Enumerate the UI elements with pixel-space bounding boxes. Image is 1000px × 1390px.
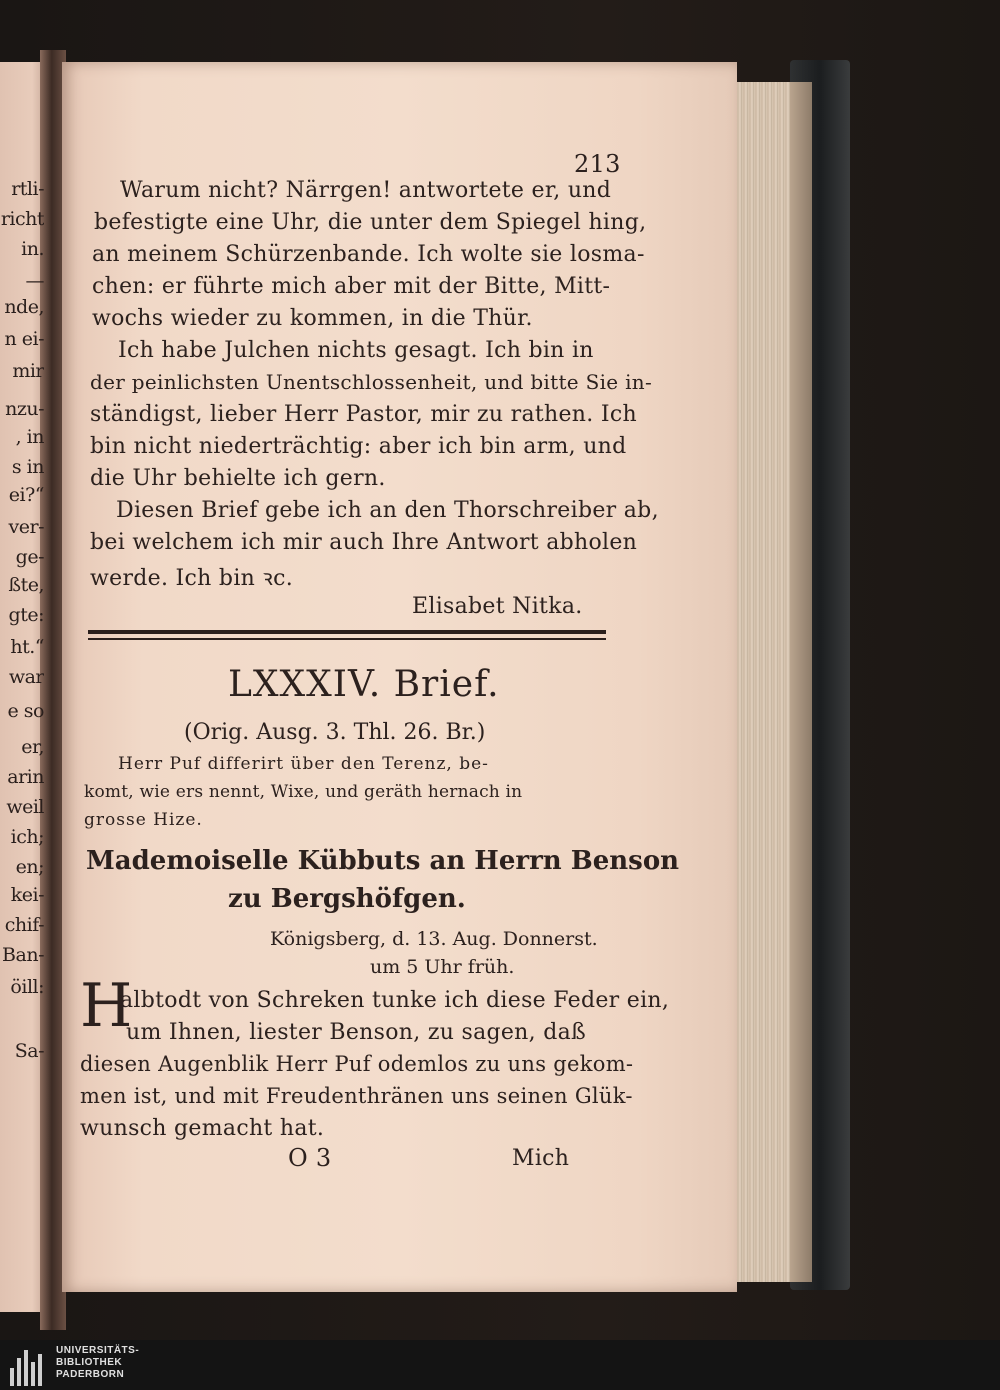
- text-line: men ist, und mit Freudenthränen uns seinen Glük-: [80, 1084, 633, 1108]
- library-name-line: PADERBORN: [56, 1369, 125, 1380]
- text-line: chen: er führte mich aber mit der Bitte, Mitt-: [92, 274, 611, 299]
- left-page-fragment: chif-: [4, 914, 44, 936]
- left-page-fragment: nde,: [4, 296, 44, 318]
- summary-line: komt, wie ers nennt, Wixe, und geräth hernach in: [84, 782, 523, 802]
- text-line: an meinem Schürzenbande. Ich wolte sie losma-: [92, 242, 645, 267]
- original-reference: (Orig. Ausg. 3. Thl. 26. Br.): [184, 720, 486, 745]
- text-line: wunsch gemacht hat.: [80, 1116, 325, 1141]
- left-page-fragment: , in: [15, 426, 44, 448]
- library-logo-icon: [8, 1346, 48, 1386]
- text-line: werde. Ich bin ꝛc.: [90, 566, 294, 591]
- left-page-fragment: nzu-: [5, 398, 44, 420]
- left-page-fragment: rtli-: [11, 178, 44, 200]
- library-name-line: UNIVERSITÄTS-: [56, 1345, 140, 1356]
- left-page-fragment: Ban-: [2, 944, 44, 966]
- text-line: wochs wieder zu kommen, in die Thür.: [92, 306, 533, 331]
- left-page-fragment: gte:: [8, 604, 44, 626]
- letter-heading: Mademoiselle Kübbuts an Herrn Benson: [86, 846, 680, 876]
- text-line: diesen Augenblik Herr Puf odemlos zu uns gekom-: [80, 1052, 634, 1076]
- left-page-fragment: er,: [21, 736, 44, 758]
- divider-rule-thin: [88, 638, 606, 640]
- catchword: Mich: [512, 1146, 570, 1171]
- text-line: Diesen Brief gebe ich an den Thorschreiber ab,: [116, 498, 659, 523]
- drop-cap: H: [80, 971, 133, 1041]
- letter-heading: zu Bergshöfgen.: [228, 884, 466, 914]
- signature: Elisabet Nitka.: [412, 594, 583, 619]
- left-page-fragment: Sa-: [14, 1040, 44, 1062]
- left-page-fragment: ßte,: [8, 574, 44, 596]
- summary-line: grosse Hize.: [84, 810, 203, 830]
- left-page-fragment: e so: [7, 700, 44, 722]
- left-page-fragment: ei?“: [8, 484, 44, 506]
- text-line: ständigst, lieber Herr Pastor, mir zu rathen. Ich: [90, 402, 637, 427]
- library-name: [56, 1345, 139, 1381]
- dateline: um 5 Uhr früh.: [370, 956, 515, 978]
- left-page-fragment: in.: [21, 238, 44, 260]
- page-number: 213: [574, 150, 621, 178]
- left-page-fragment: ver-: [8, 516, 44, 538]
- left-page-fragment: s in: [11, 456, 44, 478]
- divider-rule-thick: [88, 630, 606, 634]
- text-line: albtodt von Schreken tunke ich diese Feder ein,: [120, 988, 670, 1013]
- left-page-fragment: mir: [12, 360, 44, 382]
- footer-bar: [0, 1340, 1000, 1390]
- text-line: um Ihnen, liester Benson, zu sagen, daß: [126, 1020, 587, 1045]
- text-line: bin nicht niederträchtig: aber ich bin arm, und: [90, 434, 627, 459]
- left-page-fragment: öill:: [10, 976, 44, 998]
- left-page-fragment: ht.“: [10, 636, 44, 658]
- left-page-fragment: ich;: [10, 826, 44, 848]
- left-page-fragment: kei-: [10, 884, 44, 906]
- text-line: Warum nicht? Närrgen! antwortete er, und: [120, 178, 612, 203]
- text-line: der peinlichsten Unentschlossenheit, und bitte Sie in-: [90, 370, 653, 394]
- left-page-fragment: n ei-: [4, 328, 44, 350]
- page-edges-shadow: [790, 82, 812, 1282]
- left-page-fragment: en;: [15, 856, 44, 878]
- signature-mark: O 3: [288, 1144, 332, 1172]
- text-line: Ich habe Julchen nichts gesagt. Ich bin in: [118, 338, 594, 363]
- library-name-line: BIBLIOTHEK: [56, 1357, 123, 1368]
- left-page-fragment: war: [8, 666, 44, 688]
- text-line: befestigte eine Uhr, die unter dem Spiegel hing,: [94, 210, 647, 235]
- left-page-fragment: arin: [7, 766, 44, 788]
- left-page-fragment: weil: [6, 796, 44, 818]
- letter-title: LXXXIV. Brief.: [228, 664, 500, 705]
- text-line: die Uhr behielte ich gern.: [90, 466, 386, 491]
- summary-line: Herr Puf differirt über den Terenz, be-: [118, 754, 489, 774]
- left-page-fragment: richt: [0, 208, 44, 230]
- text-line: bei welchem ich mir auch Ihre Antwort abholen: [90, 530, 638, 555]
- dateline: Königsberg, d. 13. Aug. Donnerst.: [270, 928, 598, 950]
- left-page-fragment: —: [25, 270, 44, 292]
- left-page-fragment: ge-: [15, 546, 44, 568]
